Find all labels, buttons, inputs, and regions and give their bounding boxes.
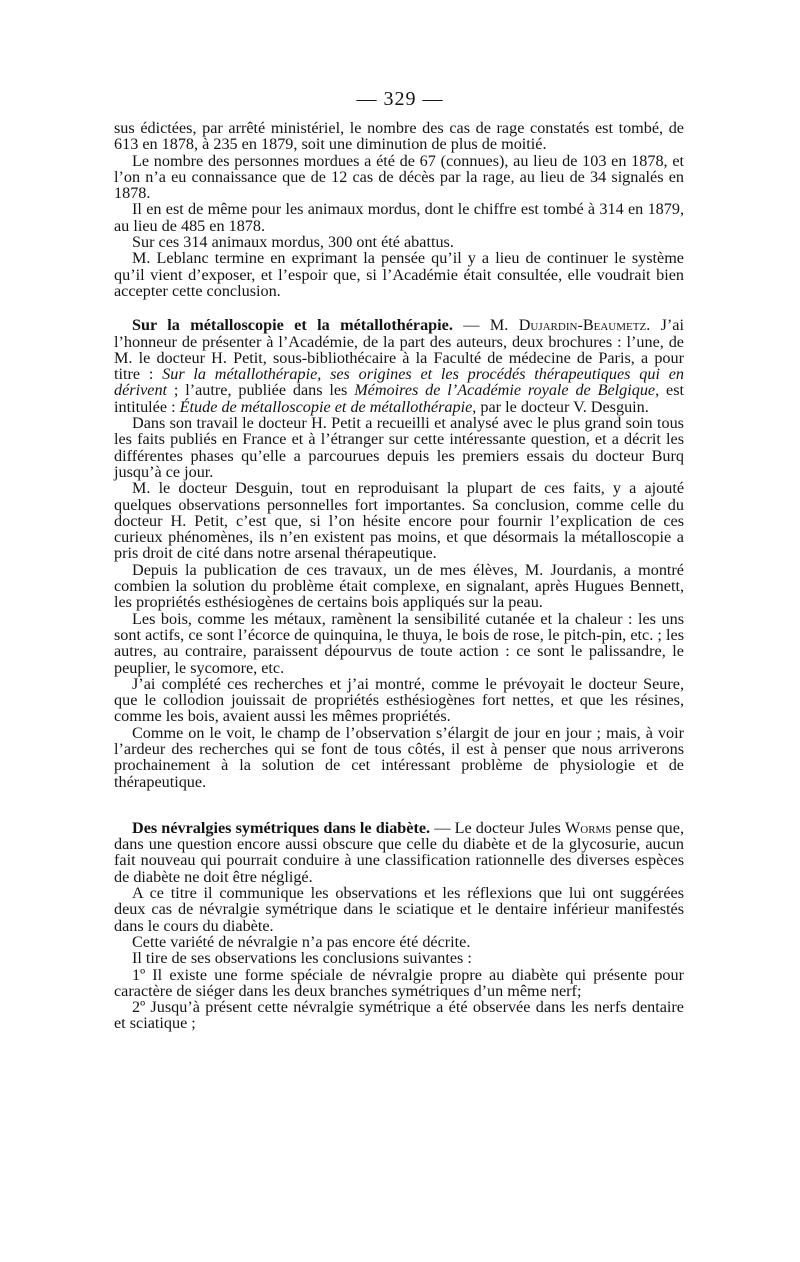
paragraph: Cette variété de névralgie n’a pas encore été décrite. (132, 932, 471, 951)
paragraph: Dans son travail le docteur H. Petit a recueilli et analysé avec le plus grand soin tous les faits publiés en France et à l’étranger sur cette intéressante question, et a décrit les différentes phases qu’elle a parcourues depuis les premiers essais du docteur Burq jusqu’à ce jour. (114, 414, 684, 481)
paragraph: Le nombre des personnes mordues a été de 67 (connues), au lieu de 103 en 1878, et l’on n’a eu connaissance que de 12 cas de décès par la rage, au lieu de 34 signalés en 1878. (114, 151, 684, 203)
paragraph: Il tire de ses observations les conclusions suivantes : (132, 949, 472, 968)
paragraph: A ce titre il communique les observations et les réflexions que lui ont suggérées deux cas de névralgie symétrique dans le sciatique et le dentaire inférieur manifestés dans le cours du diabète. (114, 884, 684, 935)
paragraph: 1º Il existe une forme spéciale de névralgie propre au diabète qui présente pour caractère de siéger dans les deux branches symétriques d’un même nerf; (114, 965, 684, 1000)
paragraph: Sur ces 314 animaux mordus, 300 ont été abattus. (132, 233, 454, 252)
journal-title: Mémoires de l’Académie royale de Belgique (354, 381, 656, 400)
book-title: Sur la métallothérapie, ses origines et les procédés thérapeutiques qui en dérivent (114, 365, 684, 400)
page-number: — 329 — (356, 88, 444, 110)
paragraph: sus édictées, par arrêté ministériel, le nombre des cas de rage constatés est tombé, de 613 en 1878, à 235 en 1879, soit une diminution de plus de moitié. (114, 119, 684, 154)
page-body (114, 120, 684, 1032)
section-heading: Sur la métalloscopie et la métallothérapie. (132, 316, 453, 335)
author-name: Dujardin-Beaumetz (518, 316, 647, 335)
section-heading: Des névralgies symétriques dans le diabète. (132, 818, 431, 837)
author-name: Worms (564, 818, 612, 837)
paragraph: Les bois, comme les métaux, ramènent la sensibilité cutanée et la chaleur : les uns sont actifs, ce sont l’écorce de quinquina, le thuya, le bois de rose, le pitch-pin, etc. ; les autres, au contraire, paraissent dépourvus de toute action : ce sont le palissandre, le peuplier, le sycomore, etc. (114, 609, 684, 677)
paragraph: Comme on le voit, le champ de l’observation s’élargit de jour en jour ; mais, à voir l’ardeur des recherches qui se font de tous côtés, il est à penser que nous arriverons prochainement à la solution de cet intéressant problème de physiologie et de thérapeutique. (114, 723, 684, 791)
paragraph: Depuis la publication de ces travaux, un de mes élèves, M. Jourdanis, a montré combien la solution du problème était complexe, en signalant, après Hugues Bennett, les propriétés esthésiogènes de certains bois appliqués sur la peau. (114, 560, 684, 612)
paragraph: Il en est de même pour les animaux mordus, dont le chiffre est tombé à 314 en 1879, au lieu de 485 en 1878. (114, 200, 684, 235)
book-title: Étude de métalloscopie et de métallothérapie (179, 397, 473, 416)
paragraph: M. Leblanc termine en exprimant la pensée qu’il y a lieu de continuer le système qu’il vient d’exposer, et l’espoir que, si l’Académie était consultée, elle voudrait bien accepter cette conclusion. (114, 249, 684, 300)
section-metalloscopie: Sur la métalloscopie et la métallothérapie. — M. Dujardin-Beaumetz. J’ai l’honneur de présenter à l’Académie, de la part des auteurs, deux brochures : l’une, de M. le docteur H. Petit, sous-bibliothécaire à la Faculté de médecine de Paris, a pour titre : Sur la métallothérapie, ses origines et les procédés thérapeutiques qui en dérivent ; l’autre, publiée dans les Mémoires de l’Académie royale de Belgique, est intitulée : Étude de métalloscopie et de métallothérapie, par le docteur V. Desguin. (114, 316, 684, 416)
paragraph: 2º Jusqu’à présent cette névralgie symétrique a été observée dans les nerfs dentaire et sciatique ; (114, 998, 684, 1033)
section-nevralgies: Des névralgies symétriques dans le diabète. — Le docteur Jules Worms pense que, dans une question encore aussi obscure que celle du diabète et de la glycosurie, aucun fait nouveau qui pourrait conduire à une classification rationnelle des diverses espèces de diabète ne doit être négligé. (114, 818, 684, 886)
paragraph: J’ai complété ces recherches et j’ai montré, comme le prévoyait le docteur Seure, que le collodion jouissait de propriétés esthésiogènes fort nettes, et que les résines, comme les bois, avaient aussi les mêmes propriétés. (114, 674, 684, 726)
paragraph: M. le docteur Desguin, tout en reproduisant la plupart de ces faits, y a ajouté quelques observations personnelles fort importantes. Sa conclusion, comme celle du docteur H. Petit, c’est que, si l’on hésite encore pour fournir l’explication de ces curieux phénomènes, ils n’en existent pas moins, et que désormais la métalloscopie a pris droit de cité dans notre arsenal thérapeutique. (114, 479, 684, 563)
